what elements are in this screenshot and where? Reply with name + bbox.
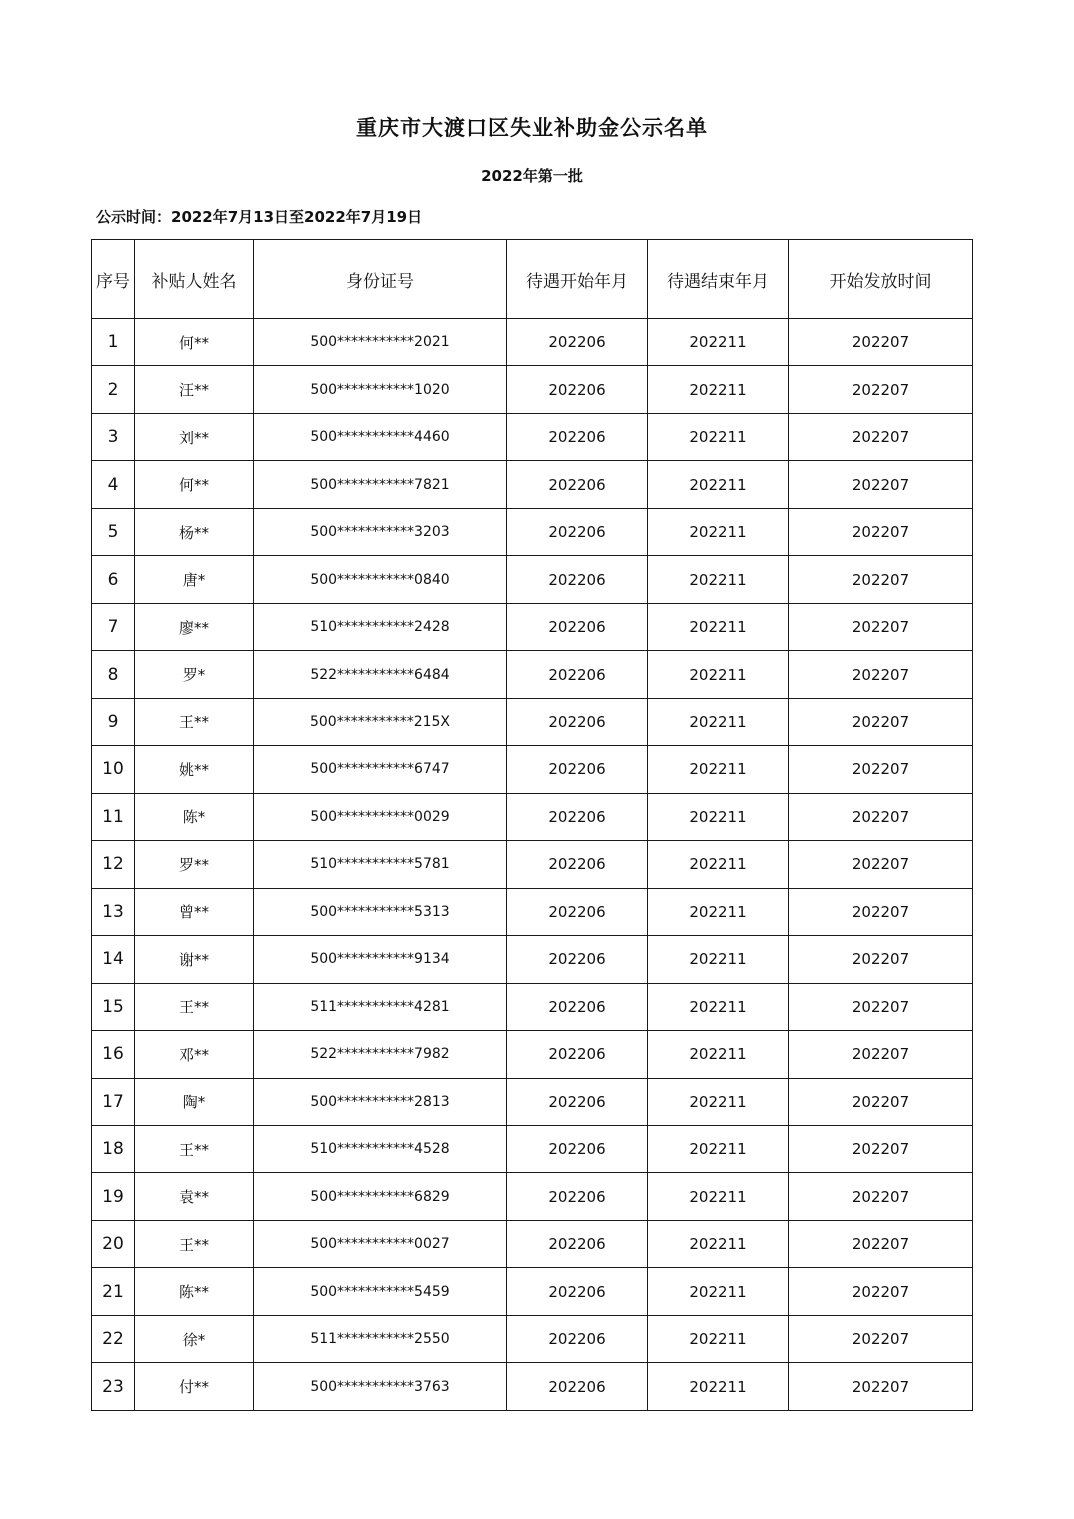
cell-seq: 15 <box>92 983 135 1030</box>
cell-id-number: 500***********0029 <box>254 793 507 840</box>
cell-end-month: 202211 <box>648 603 789 650</box>
cell-name: 王** <box>135 983 254 1030</box>
cell-start-month: 202206 <box>507 1173 648 1220</box>
cell-id-number: 500***********3763 <box>254 1363 507 1411</box>
cell-payment-start: 202207 <box>789 1125 973 1172</box>
cell-start-month: 202206 <box>507 1220 648 1267</box>
cell-start-month: 202206 <box>507 1125 648 1172</box>
cell-id-number: 500***********215X <box>254 698 507 745</box>
cell-name: 王** <box>135 1125 254 1172</box>
cell-end-month: 202211 <box>648 841 789 888</box>
cell-start-month: 202206 <box>507 413 648 460</box>
cell-seq: 2 <box>92 366 135 413</box>
cell-id-number: 500***********6829 <box>254 1173 507 1220</box>
cell-seq: 7 <box>92 603 135 650</box>
cell-name: 曾** <box>135 888 254 935</box>
cell-end-month: 202211 <box>648 1078 789 1125</box>
cell-name: 陶* <box>135 1078 254 1125</box>
cell-seq: 17 <box>92 1078 135 1125</box>
cell-start-month: 202206 <box>507 319 648 366</box>
cell-start-month: 202206 <box>507 746 648 793</box>
cell-id-number: 511***********4281 <box>254 983 507 1030</box>
cell-start-month: 202206 <box>507 366 648 413</box>
cell-id-number: 500***********5459 <box>254 1268 507 1315</box>
cell-payment-start: 202207 <box>789 1268 973 1315</box>
table-row <box>92 746 973 793</box>
cell-end-month: 202211 <box>648 983 789 1030</box>
cell-end-month: 202211 <box>648 746 789 793</box>
cell-payment-start: 202207 <box>789 556 973 603</box>
cell-id-number: 500***********0027 <box>254 1220 507 1267</box>
cell-seq: 19 <box>92 1173 135 1220</box>
cell-start-month: 202206 <box>507 651 648 698</box>
cell-name: 何** <box>135 319 254 366</box>
cell-id-number: 500***********3203 <box>254 508 507 555</box>
table-row <box>92 651 973 698</box>
header-name: 补贴人姓名 <box>135 240 254 319</box>
cell-start-month: 202206 <box>507 461 648 508</box>
table-row <box>92 413 973 460</box>
cell-id-number: 510***********2428 <box>254 603 507 650</box>
cell-payment-start: 202207 <box>789 746 973 793</box>
cell-payment-start: 202207 <box>789 603 973 650</box>
header-end-month: 待遇结束年月 <box>648 240 789 319</box>
cell-id-number: 510***********5781 <box>254 841 507 888</box>
cell-name: 王** <box>135 1220 254 1267</box>
cell-payment-start: 202207 <box>789 319 973 366</box>
cell-end-month: 202211 <box>648 1315 789 1362</box>
cell-payment-start: 202207 <box>789 413 973 460</box>
cell-name: 袁** <box>135 1173 254 1220</box>
cell-name: 王** <box>135 698 254 745</box>
table-row <box>92 1220 973 1267</box>
cell-seq: 20 <box>92 1220 135 1267</box>
cell-seq: 12 <box>92 841 135 888</box>
cell-seq: 8 <box>92 651 135 698</box>
cell-id-number: 500***********6747 <box>254 746 507 793</box>
cell-start-month: 202206 <box>507 603 648 650</box>
cell-payment-start: 202207 <box>789 366 973 413</box>
cell-seq: 13 <box>92 888 135 935</box>
cell-id-number: 522***********7982 <box>254 1031 507 1078</box>
cell-end-month: 202211 <box>648 888 789 935</box>
table-row <box>92 366 973 413</box>
cell-seq: 22 <box>92 1315 135 1362</box>
publication-period: 公示时间：2022年7月13日至2022年7月19日 <box>96 208 423 226</box>
table-row <box>92 983 973 1030</box>
table-header-row <box>92 240 973 319</box>
cell-end-month: 202211 <box>648 1220 789 1267</box>
cell-start-month: 202206 <box>507 1078 648 1125</box>
table-row <box>92 793 973 840</box>
table-row <box>92 1125 973 1172</box>
cell-end-month: 202211 <box>648 793 789 840</box>
cell-payment-start: 202207 <box>789 508 973 555</box>
table-row <box>92 603 973 650</box>
cell-payment-start: 202207 <box>789 1363 973 1411</box>
cell-payment-start: 202207 <box>789 651 973 698</box>
cell-end-month: 202211 <box>648 556 789 603</box>
cell-id-number: 522***********6484 <box>254 651 507 698</box>
cell-payment-start: 202207 <box>789 841 973 888</box>
cell-name: 汪** <box>135 366 254 413</box>
cell-payment-start: 202207 <box>789 698 973 745</box>
cell-payment-start: 202207 <box>789 793 973 840</box>
document-title: 重庆市大渡口区失业补助金公示名单 <box>356 116 708 140</box>
cell-payment-start: 202207 <box>789 888 973 935</box>
table-row <box>92 936 973 983</box>
cell-seq: 14 <box>92 936 135 983</box>
cell-seq: 16 <box>92 1031 135 1078</box>
cell-id-number: 500***********2813 <box>254 1078 507 1125</box>
cell-payment-start: 202207 <box>789 983 973 1030</box>
cell-id-number: 500***********0840 <box>254 556 507 603</box>
cell-seq: 18 <box>92 1125 135 1172</box>
cell-end-month: 202211 <box>648 413 789 460</box>
cell-seq: 11 <box>92 793 135 840</box>
cell-name: 姚** <box>135 746 254 793</box>
cell-payment-start: 202207 <box>789 1173 973 1220</box>
cell-id-number: 500***********2021 <box>254 319 507 366</box>
table-row <box>92 1078 973 1125</box>
cell-id-number: 500***********7821 <box>254 461 507 508</box>
cell-seq: 1 <box>92 319 135 366</box>
cell-payment-start: 202207 <box>789 1078 973 1125</box>
table-row <box>92 1173 973 1220</box>
cell-seq: 3 <box>92 413 135 460</box>
cell-start-month: 202206 <box>507 983 648 1030</box>
cell-start-month: 202206 <box>507 936 648 983</box>
cell-id-number: 500***********4460 <box>254 413 507 460</box>
table-row <box>92 1268 973 1315</box>
header-seq: 序号 <box>92 240 135 319</box>
table-row <box>92 1315 973 1362</box>
cell-payment-start: 202207 <box>789 1315 973 1362</box>
table-row <box>92 1363 973 1411</box>
cell-name: 罗* <box>135 651 254 698</box>
cell-end-month: 202211 <box>648 1268 789 1315</box>
subsidy-list-table <box>91 239 973 1411</box>
cell-name: 付** <box>135 1363 254 1411</box>
cell-end-month: 202211 <box>648 508 789 555</box>
table-row <box>92 319 973 366</box>
cell-start-month: 202206 <box>507 556 648 603</box>
cell-name: 陈** <box>135 1268 254 1315</box>
cell-start-month: 202206 <box>507 1315 648 1362</box>
header-start-month: 待遇开始年月 <box>507 240 648 319</box>
table-row <box>92 888 973 935</box>
cell-payment-start: 202207 <box>789 936 973 983</box>
cell-end-month: 202211 <box>648 698 789 745</box>
cell-seq: 23 <box>92 1363 135 1411</box>
cell-name: 陈* <box>135 793 254 840</box>
cell-start-month: 202206 <box>507 698 648 745</box>
cell-end-month: 202211 <box>648 1125 789 1172</box>
cell-seq: 6 <box>92 556 135 603</box>
cell-payment-start: 202207 <box>789 1220 973 1267</box>
cell-start-month: 202206 <box>507 1031 648 1078</box>
cell-end-month: 202211 <box>648 651 789 698</box>
cell-start-month: 202206 <box>507 508 648 555</box>
cell-start-month: 202206 <box>507 793 648 840</box>
cell-id-number: 500***********9134 <box>254 936 507 983</box>
cell-name: 谢** <box>135 936 254 983</box>
cell-name: 何** <box>135 461 254 508</box>
cell-start-month: 202206 <box>507 888 648 935</box>
cell-name: 唐* <box>135 556 254 603</box>
cell-name: 罗** <box>135 841 254 888</box>
cell-payment-start: 202207 <box>789 1031 973 1078</box>
cell-start-month: 202206 <box>507 841 648 888</box>
cell-id-number: 510***********4528 <box>254 1125 507 1172</box>
cell-end-month: 202211 <box>648 1031 789 1078</box>
table-row <box>92 508 973 555</box>
header-id-number: 身份证号 <box>254 240 507 319</box>
table-row <box>92 841 973 888</box>
cell-seq: 21 <box>92 1268 135 1315</box>
table-row <box>92 1031 973 1078</box>
cell-end-month: 202211 <box>648 1363 789 1411</box>
cell-payment-start: 202207 <box>789 461 973 508</box>
cell-end-month: 202211 <box>648 461 789 508</box>
cell-end-month: 202211 <box>648 1173 789 1220</box>
cell-start-month: 202206 <box>507 1268 648 1315</box>
cell-seq: 10 <box>92 746 135 793</box>
cell-seq: 9 <box>92 698 135 745</box>
cell-end-month: 202211 <box>648 366 789 413</box>
cell-seq: 5 <box>92 508 135 555</box>
cell-id-number: 511***********2550 <box>254 1315 507 1362</box>
cell-name: 徐* <box>135 1315 254 1362</box>
cell-start-month: 202206 <box>507 1363 648 1411</box>
cell-id-number: 500***********5313 <box>254 888 507 935</box>
cell-end-month: 202211 <box>648 319 789 366</box>
header-payment-start: 开始发放时间 <box>789 240 973 319</box>
table-row <box>92 556 973 603</box>
cell-name: 杨** <box>135 508 254 555</box>
cell-name: 邓** <box>135 1031 254 1078</box>
table-body <box>92 319 973 1411</box>
cell-name: 刘** <box>135 413 254 460</box>
table-row <box>92 698 973 745</box>
cell-name: 廖** <box>135 603 254 650</box>
table-row <box>92 461 973 508</box>
cell-seq: 4 <box>92 461 135 508</box>
cell-id-number: 500***********1020 <box>254 366 507 413</box>
cell-end-month: 202211 <box>648 936 789 983</box>
document-subtitle: 2022年第一批 <box>481 167 583 185</box>
